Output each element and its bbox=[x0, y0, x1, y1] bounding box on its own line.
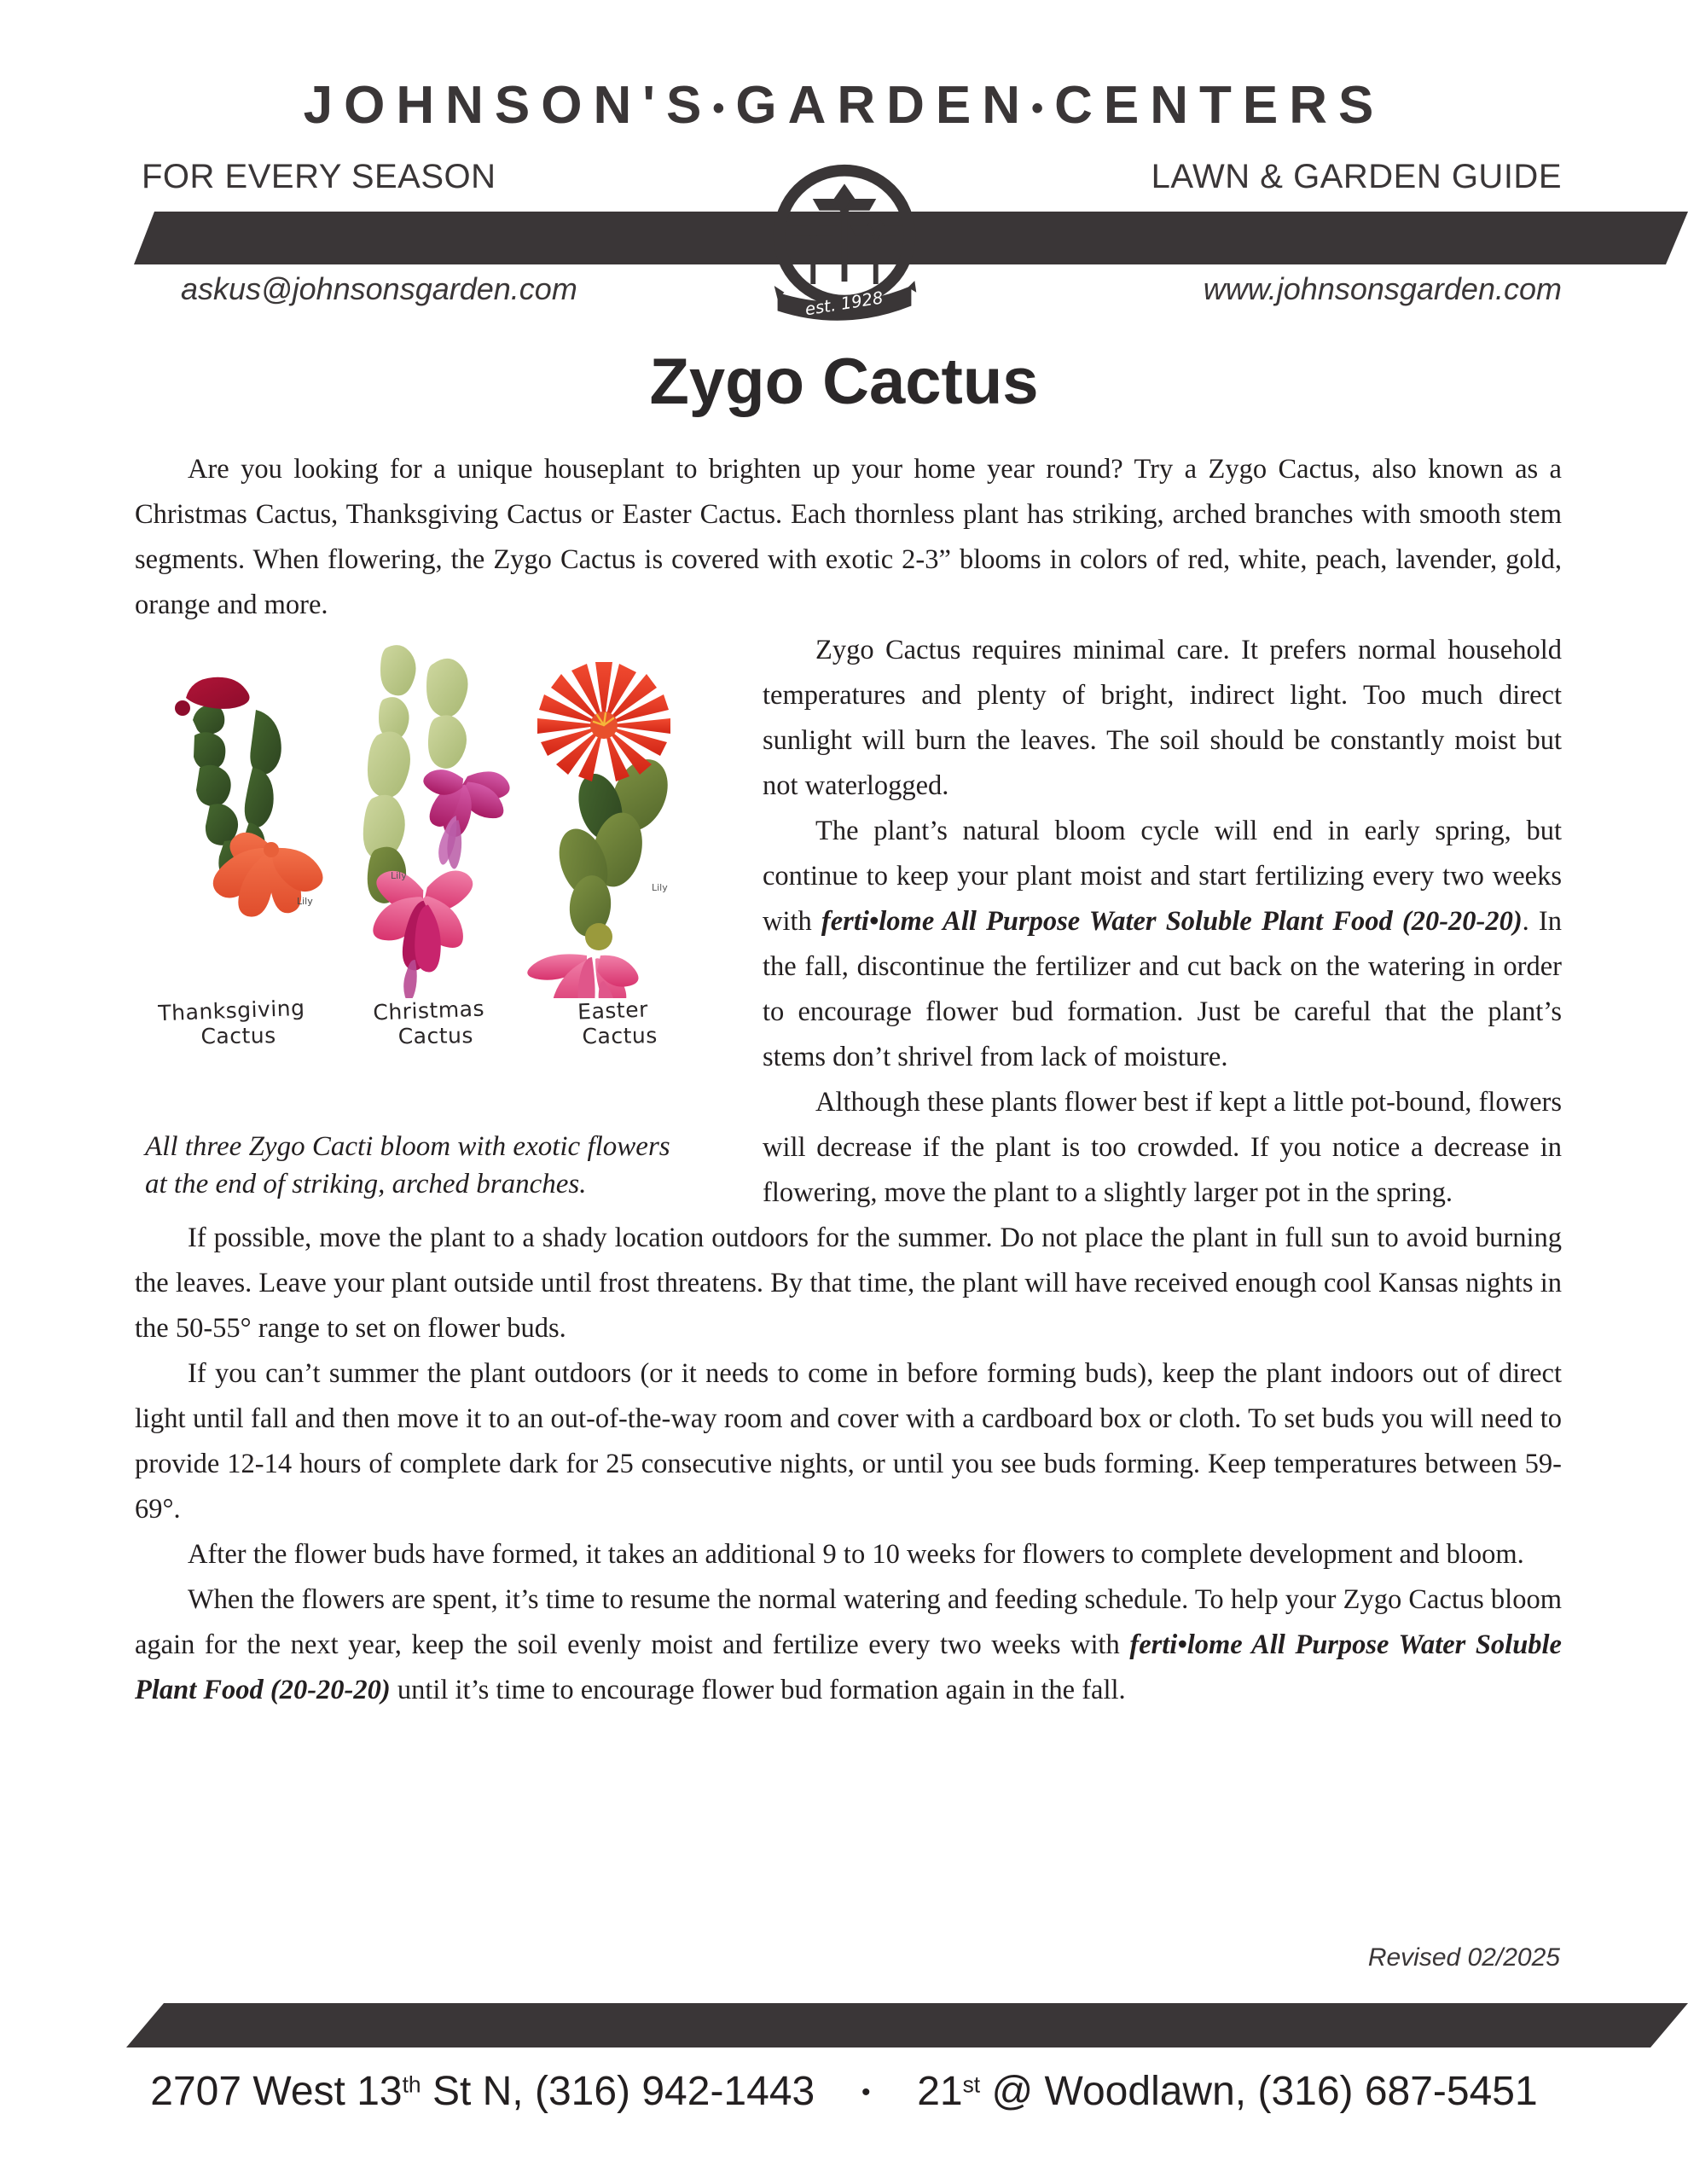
website-url[interactable]: www.johnsonsgarden.com bbox=[1203, 271, 1562, 306]
product-name-fertilome-2: ferti•lome All Purpose Water Soluble Plant Food (20-20-20) bbox=[135, 1629, 1562, 1705]
address-2-street: 21 bbox=[917, 2069, 963, 2114]
brand-separator-1: • bbox=[712, 90, 736, 127]
label-easter-cactus bbox=[569, 996, 658, 1051]
p8-text-a: When the flowers are spent, it’s time to resume the normal watering and feeding schedule. To help your Zygo Cactus bloom again for the next year, keep the soil evenly moist and fertilize every two weeks with bbox=[135, 1584, 1562, 1660]
address-1-ordinal: th bbox=[402, 2071, 421, 2098]
brand-word-3: CENTERS bbox=[1054, 76, 1385, 135]
brand-word-2: GARDEN bbox=[735, 76, 1032, 135]
logo-est-text: est. 1928 bbox=[803, 288, 885, 320]
address-1-street: 2707 West 13 bbox=[150, 2069, 403, 2114]
paragraph-summer-outdoors: If possible, move the plant to a shady location outdoors for the summer. Do not place the plant in full sun to avoid burning the leaves. Leave your plant outside until frost threatens. By that time, the plant will have received enough cool Kansas nights in the 50-55° range to set on flower buds. bbox=[135, 1223, 1562, 1344]
address-2-ordinal: st bbox=[962, 2071, 981, 2098]
paragraph-after-bloom bbox=[135, 1577, 1562, 1713]
tagline-left: FOR EVERY SEASON bbox=[142, 158, 496, 195]
label-line-2: Cactus bbox=[582, 1023, 658, 1049]
cacti-illustration-svg bbox=[143, 631, 740, 998]
footer-addresses bbox=[0, 2068, 1688, 2115]
label-line-1: Easter bbox=[577, 996, 649, 1025]
email-address[interactable]: askus@johnsonsgarden.com bbox=[181, 271, 577, 306]
address-2-phone: @ Woodlawn, (316) 687-5451 bbox=[980, 2069, 1538, 2114]
logo-badge-icon bbox=[761, 159, 928, 326]
label-christmas-cactus bbox=[373, 996, 486, 1052]
paragraph-bud-timing: After the flower buds have formed, it takes an additional 9 to 10 weeks for flowers to complete development and bloom. bbox=[188, 1539, 1524, 1570]
revised-date: Revised 02/2025 bbox=[1367, 1943, 1560, 1972]
christmas-cactus-art bbox=[361, 645, 513, 998]
paragraph-potbound: Although these plants flower best if kept a little pot-bound, flowers will decrease if the plant is too crowded. If you notice a decrease in flowering, move the plant to a slightly larger pot in the spring. bbox=[763, 1087, 1562, 1208]
address-1-phone: St N, (316) 942-1443 bbox=[421, 2069, 815, 2114]
thanksgiving-cactus-art bbox=[175, 677, 323, 917]
address-1 bbox=[150, 2069, 815, 2114]
johnsons-garden-logo bbox=[761, 159, 928, 326]
p8-text-b: until it’s time to encourage flower bud formation again in the fall. bbox=[390, 1675, 1126, 1705]
paragraph-intro: Are you looking for a unique houseplant to brighten up your home year round? Try a Zygo Cactus, also known as a Christmas Cactus, Thanksgiving Cactus or Easter Cactus. Each thornless plant has striking, arched branches with smooth stem segments. When flowering, the Zygo Cactus is covered with exotic 2-3” blooms in colors of red, white, peach, lavender, gold, orange and more. bbox=[135, 454, 1562, 620]
svg-text:Lily: Lily bbox=[652, 882, 668, 893]
page-title: Zygo Cactus bbox=[649, 346, 1039, 418]
figure-zygo-cacti bbox=[135, 631, 732, 1203]
label-line-2: Cactus bbox=[200, 1023, 276, 1049]
paragraph-care: Zygo Cactus requires minimal care. It prefers normal household temperatures and plenty of bright, indirect light. Too much direct sunlight will burn the leaves. The soil should be constantly moist but not waterlogged. bbox=[763, 635, 1562, 801]
article-body bbox=[135, 447, 1562, 1713]
cacti-illustration bbox=[143, 631, 740, 998]
address-2 bbox=[917, 2069, 1537, 2114]
cacti-labels bbox=[143, 995, 740, 1077]
footer-accent-band bbox=[126, 2003, 1688, 2048]
svg-text:Lily: Lily bbox=[297, 896, 313, 907]
product-name-fertilome-1: ferti•lome All Purpose Water Soluble Plant Food (20-20-20) bbox=[821, 906, 1523, 937]
footer-separator: • bbox=[861, 2077, 871, 2106]
svg-text:Lily: Lily bbox=[391, 870, 407, 881]
easter-cactus-art bbox=[527, 662, 678, 998]
brand-word-1: JOHNSON'S bbox=[303, 76, 713, 135]
brand-wordmark bbox=[0, 75, 1688, 136]
label-thanksgiving-cactus bbox=[158, 996, 306, 1053]
label-line-2: Cactus bbox=[397, 1023, 474, 1049]
label-line-1: Christmas bbox=[372, 996, 485, 1025]
p3-text-b: . In the fall, discontinue the fertilizer and cut back on the watering in order to encourage flower bud formation. Just be careful that the plant’s stems don’t shrivel from lack of moisture. bbox=[763, 906, 1562, 1072]
label-line-1: Thanksgiving bbox=[157, 995, 305, 1026]
figure-caption: All three Zygo Cacti bloom with exotic flowers at the end of striking, arched branches. bbox=[145, 1131, 670, 1199]
brand-separator-2: • bbox=[1031, 90, 1055, 127]
tagline-right: LAWN & GARDEN GUIDE bbox=[1151, 158, 1562, 195]
p3-text-a: The plant’s natural bloom cycle will end in early spring, but continue to keep your plant moist and start fertilizing every two weeks with bbox=[763, 816, 1562, 937]
paragraph-indoor-darkness: If you can’t summer the plant outdoors (or it needs to come in before forming buds), keep the plant indoors out of direct light until fall and then move it to an out-of-the-way room and cover with a cardboard box or cloth. To set buds you will need to provide 12-14 hours of complete dark for 25 consecutive nights, or until you see buds forming. Keep temperatures between 59-69°. bbox=[135, 1358, 1562, 1525]
masthead bbox=[0, 0, 1688, 341]
